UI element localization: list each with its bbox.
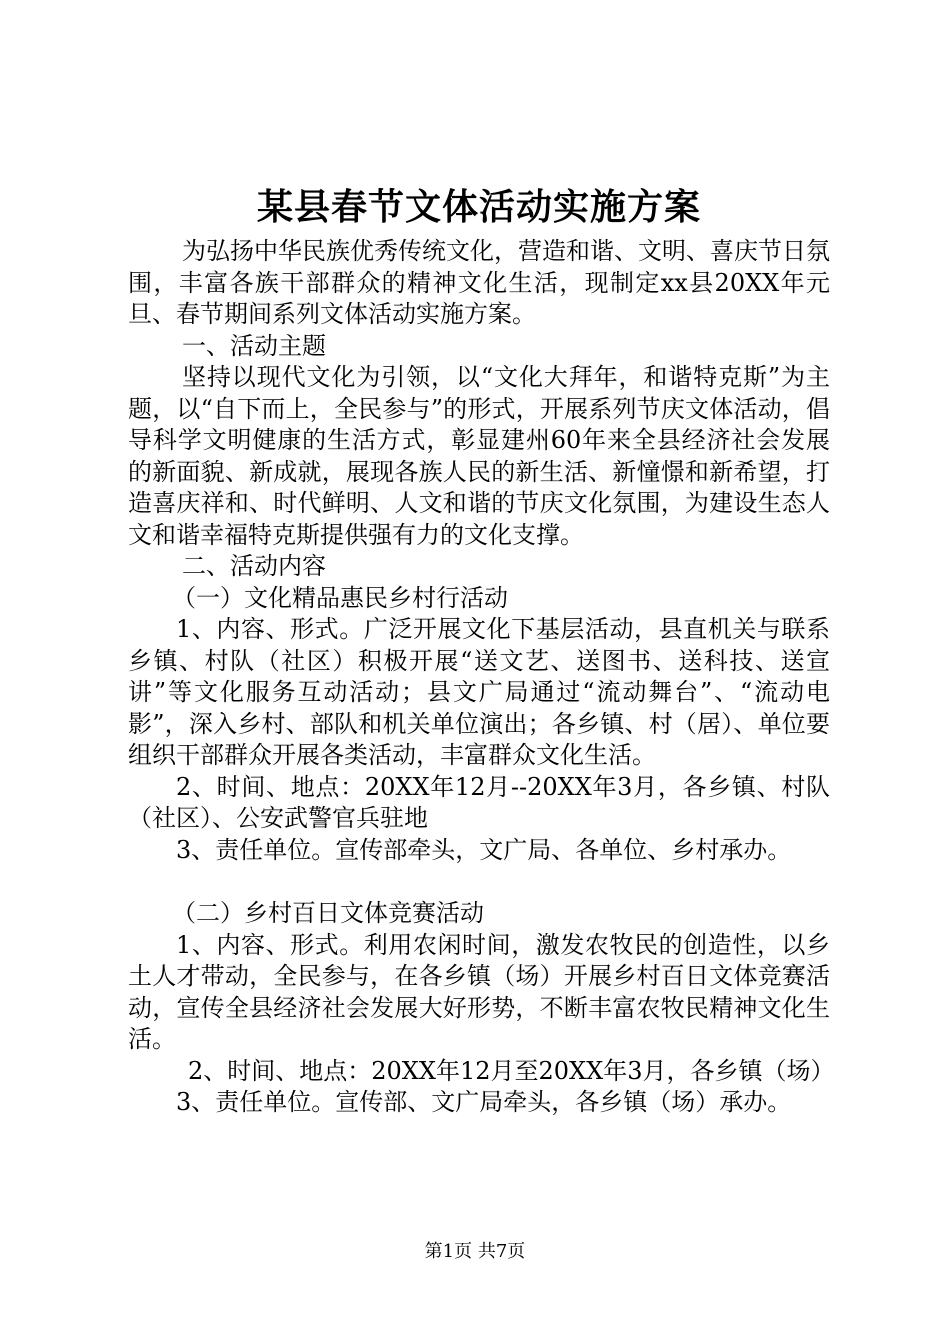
subsection-1-item-3: 3、责任单位。宣传部牵头，文广局、各单位、乡村承办。 <box>176 835 792 864</box>
subsection-1-item-2: 2、时间、地点：20XX年12月--20XX年3月，各乡镇、村队（社区）、公安武警官兵驻地 <box>128 772 830 832</box>
theme-paragraph: 坚持以现代文化为引领，以“文化大拜年，和谐特克斯”为主题，以“自下而上，全民参与”的形式，开展系列节庆文体活动，倡导科学文明健康的生活方式，彰显建州60年来全县经济社会发展的新面貌、新成就，展现各族人民的新生活、新憧憬和新希望，打造喜庆祥和、时代鲜明、人文和谐的节庆文化氛围，为建设生态人文和谐幸福特克斯提供强有力的文化支撑。 <box>128 363 830 549</box>
subsection-heading-2: （二）乡村百日文体竞赛活动 <box>172 899 484 927</box>
subsection-heading-1: （一）文化精品惠民乡村行活动 <box>172 583 508 612</box>
section-heading-content: 二、活动内容 <box>182 552 326 580</box>
section-heading-theme: 一、活动主题 <box>182 331 326 360</box>
subsection-2-item-3: 3、责任单位。宣传部、文广局牵头，各乡镇（场）承办。 <box>176 1088 792 1116</box>
document-title: 某县春节文体活动实施方案 <box>256 187 701 228</box>
document-page <box>128 180 835 1119</box>
paragraph-gap <box>128 866 830 898</box>
intro-paragraph: 为弘扬中华民族优秀传统文化，营造和谐、文明、喜庆节日氛围，丰富各族干部群众的精神文化生活，现制定xx县20XX年元旦、春节期间系列文体活动实施方案。 <box>128 237 830 328</box>
subsection-1-item-1: 1、内容、形式。广泛开展文化下基层活动，县直机关与联系乡镇、村队（社区）积极开展“送文艺、送图书、送科技、送宣讲”等文化服务互动活动；县文广局通过“流动舞台”、“流动电影”，深入乡村、部队和机关单位演出；各乡镇、村（居）、单位要组织干部群众开展各类活动，丰富群众文化生活。 <box>128 615 830 769</box>
page-footer: 第1页 共7页 <box>424 1241 526 1262</box>
subsection-2-item-1: 1、内容、形式。利用农闲时间，激发农牧民的创造性，以乡土人才带动，全民参与，在各乡镇（场）开展乡村百日文体竞赛活动，宣传全县经济社会发展大好形势，不断丰富农牧民精神文化生活。 <box>128 930 830 1053</box>
subsection-2-item-2: 2、时间、地点：20XX年12月至20XX年3月，各乡镇（场） <box>188 1056 835 1085</box>
